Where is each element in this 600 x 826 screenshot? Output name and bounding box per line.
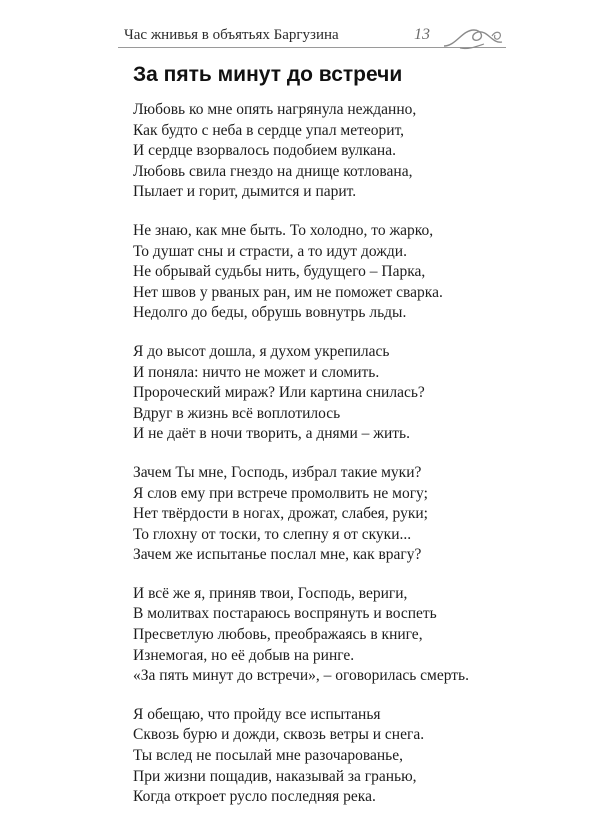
stanza [133, 342, 533, 445]
poem-line: То душат сны и страсти, а то идут дожди. [133, 242, 407, 260]
poem-line: Недолго до беды, обрушь вовнутрь льды. [133, 304, 407, 322]
poem-line: И не даёт в ночи творить, а днями – жить. [133, 425, 410, 443]
running-title: Час жнивья в объятьях Баргузина [124, 27, 339, 43]
stanza [133, 100, 533, 203]
poem-line: И сердце взорвалось подобием вулкана. [133, 142, 396, 160]
poem-line: Пресветлую любовь, преображаясь в книге, [133, 626, 423, 644]
poem-line: Сквозь бурю и дожди, сквозь ветры и снега. [133, 726, 425, 744]
poem-line: Я слов ему при встрече промолвить не могу; [133, 484, 428, 502]
poem-line: Я до высот дошла, я духом укрепилась [133, 342, 390, 360]
poem-line: Пророческий мираж? Или картина снилась? [133, 384, 425, 402]
page-number: 13 [414, 26, 430, 43]
poem-line: Вдруг в жизнь всё воплотилось [133, 404, 341, 422]
poem-body [133, 100, 533, 826]
poem-line: Зачем же испытанье послал мне, как врагу? [133, 546, 422, 564]
poem-line: Нет твёрдости в ногах, дрожат, слабея, руки; [133, 505, 428, 523]
poem-title: За пять минут до встречи [133, 63, 403, 86]
poem-line: Любовь свила гнездо на днище котлована, [133, 162, 413, 180]
stanza [133, 463, 533, 566]
poem-line: Ты вслед не посылай мне разочарованье, [133, 747, 403, 765]
stanza [133, 705, 533, 808]
poem-line: Когда откроет русло последняя река. [133, 788, 376, 806]
poem-line: Как будто с неба в сердце упал метеорит, [133, 121, 405, 139]
poem-line: И поняла: ничто не может и сломить. [133, 363, 380, 381]
poem-line: Не обрывай судьбы нить, будущего – Парка, [133, 263, 426, 281]
poem-line: Нет швов у рваных ран, им не поможет сварка. [133, 283, 443, 301]
poem-line: «За пять минут до встречи», – оговорилась смерть. [133, 667, 469, 685]
flourish-ornament-icon [438, 20, 508, 54]
poem-line: Изнемогая, но её добыв на ринге. [133, 646, 355, 664]
poem-line: То глохну от тоски, то слепну я от скуки... [133, 525, 412, 543]
poem-line: Любовь ко мне опять нагрянула нежданно, [133, 101, 417, 118]
poem-line: При жизни пощадив, наказывай за гранью, [133, 767, 417, 785]
stanza [133, 584, 533, 687]
poem-line: Не знаю, как мне быть. То холодно, то жарко, [133, 221, 434, 239]
poem-line: Пылает и горит, дымится и парит. [133, 183, 357, 201]
poem-line: Я обещаю, что пройду все испытанья [133, 705, 381, 723]
poem-line: Зачем Ты мне, Господь, избрал такие муки? [133, 463, 422, 481]
stanza [133, 221, 533, 324]
poem-line: В молитвах постараюсь воспрянуть и воспеть [133, 605, 437, 623]
poem-line: И всё же я, приняв твои, Господь, вериги, [133, 584, 408, 602]
